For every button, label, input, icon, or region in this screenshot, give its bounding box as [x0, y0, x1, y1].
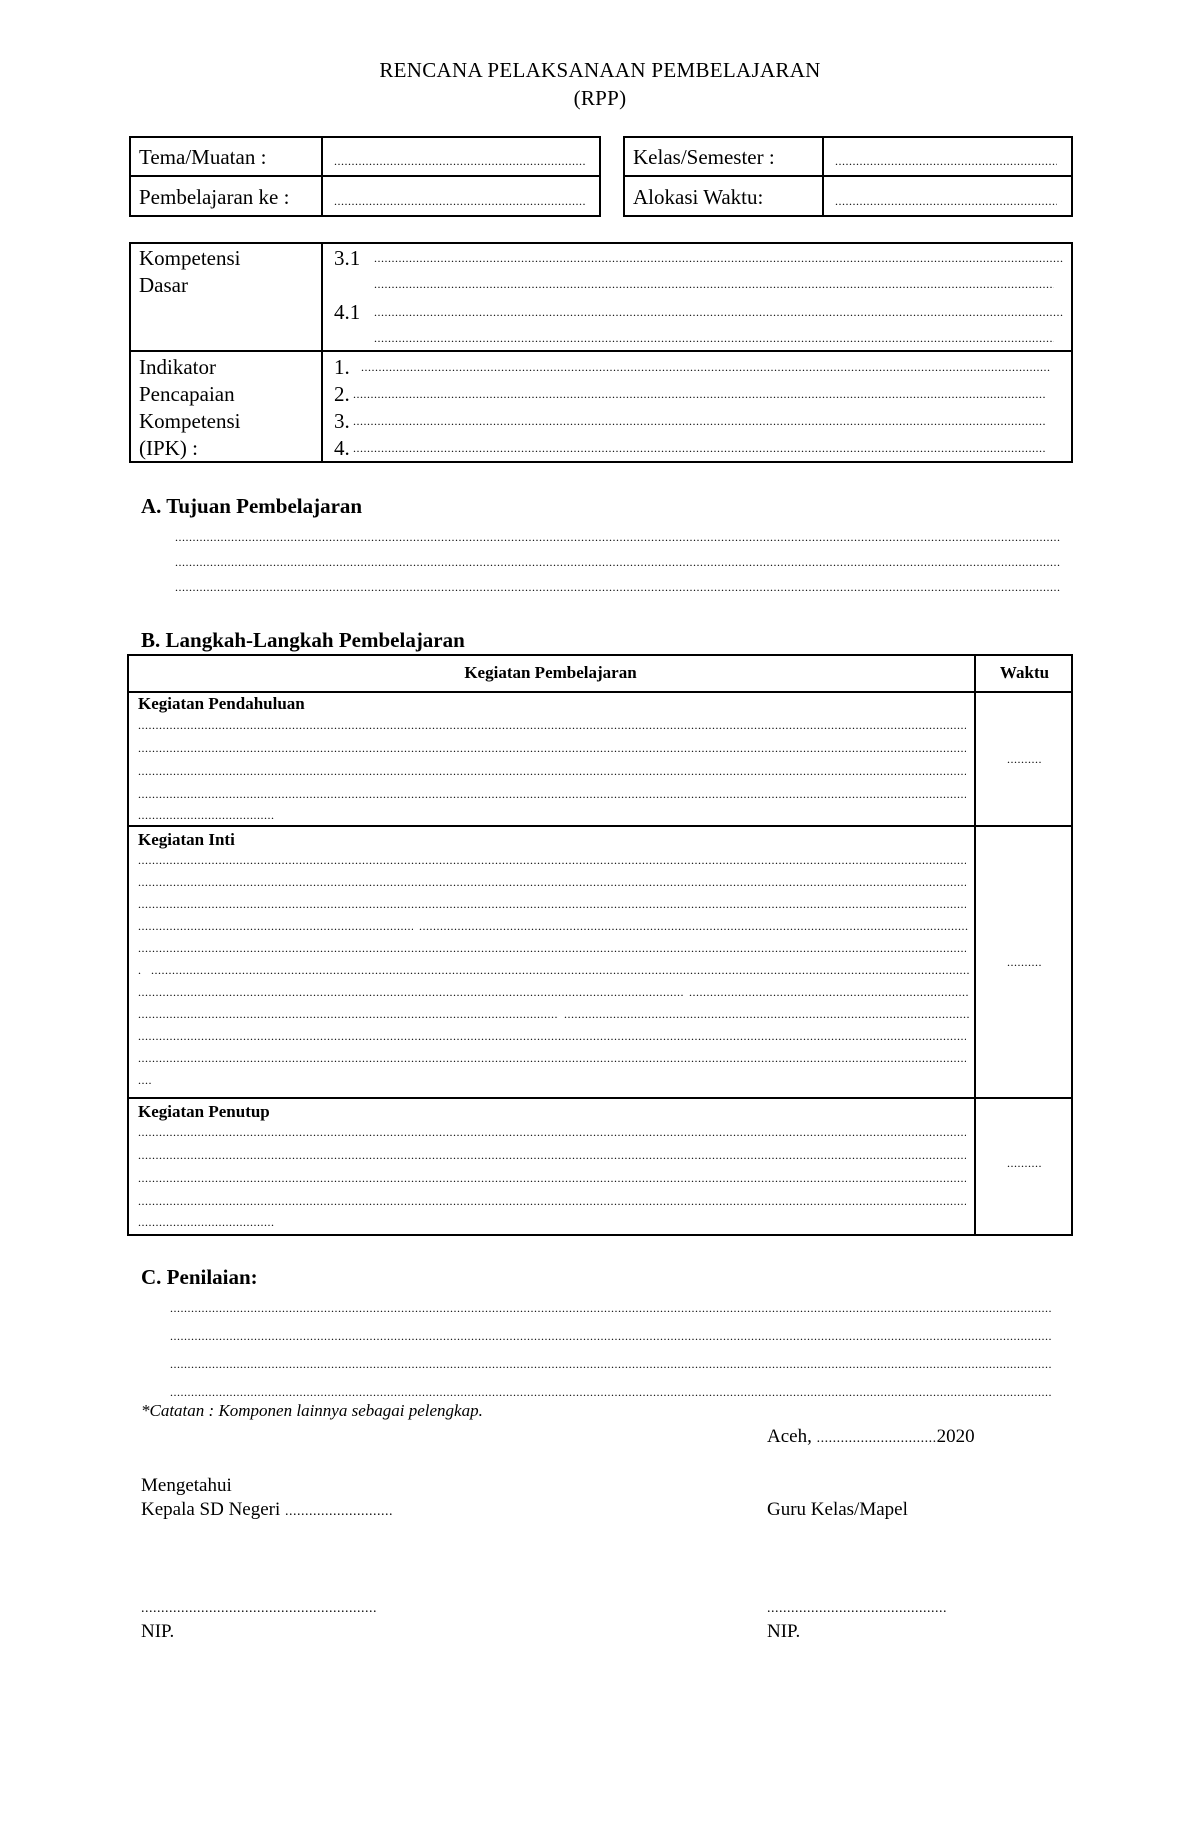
ipk-2-input[interactable] — [353, 383, 1045, 406]
inti-break-dot: . — [138, 963, 142, 977]
inti-line-b[interactable] — [419, 915, 969, 938]
penilaian-line-3[interactable] — [170, 1353, 1052, 1376]
section-a-title: A. Tujuan Pembelajaran — [141, 494, 363, 518]
kepala-signature-blank[interactable]: ........................................................... — [141, 1601, 377, 1616]
pendahuluan-line[interactable] — [138, 714, 966, 737]
penutup-line[interactable] — [138, 1167, 966, 1190]
place-date — [767, 1425, 975, 1450]
inti-line[interactable] — [138, 849, 966, 872]
footnote: *Catatan : Komponen lainnya sebagai pelengkap. — [141, 1401, 483, 1420]
mengetahui-label: Mengetahui — [141, 1475, 232, 1496]
place-date-prefix: Aceh, — [767, 1426, 817, 1447]
inti-line-a[interactable] — [138, 915, 413, 938]
ipk-item-1: 1. — [334, 355, 350, 379]
inti-line[interactable] — [138, 893, 966, 916]
inti-tail: .... — [138, 1073, 152, 1087]
ipk-3-input[interactable] — [353, 410, 1045, 433]
ipk-label-line1: Indikator — [139, 355, 216, 379]
penutup-line[interactable] — [138, 1190, 966, 1213]
ipk-label — [129, 354, 321, 462]
ipk-item-2: 2. — [334, 382, 350, 406]
tujuan-line-2[interactable] — [175, 551, 1060, 574]
guru-label: Guru Kelas/Mapel — [767, 1499, 908, 1520]
inti-line-b[interactable] — [689, 981, 969, 1004]
tema-label: Tema/Muatan : — [139, 145, 267, 169]
inti-line-a[interactable] — [138, 981, 683, 1004]
identity-table-left — [129, 136, 601, 217]
penilaian-line-1[interactable] — [170, 1297, 1052, 1320]
kepala-school-blank[interactable]: ........................... — [285, 1504, 394, 1519]
penilaian-line-2[interactable] — [170, 1325, 1052, 1348]
competency-table — [129, 242, 1073, 463]
inti-time[interactable]: .......... — [1007, 955, 1042, 969]
kepala-line — [141, 1498, 393, 1523]
guru-nip: NIP. — [767, 1621, 801, 1642]
ipk-label-line3: Kompetensi — [139, 409, 241, 433]
pendahuluan-line[interactable] — [138, 783, 966, 806]
pendahuluan-time[interactable]: .......... — [1007, 752, 1042, 766]
inti-line[interactable] — [138, 1025, 966, 1048]
tema-input[interactable] — [334, 150, 586, 173]
kd-item-1: 3.1 — [334, 246, 361, 270]
kelas-label: Kelas/Semester : — [633, 145, 775, 169]
place-date-blank[interactable]: .............................. — [816, 1431, 937, 1446]
kd-label — [129, 245, 321, 299]
penutup-line[interactable] — [138, 1121, 966, 1144]
kd-4-1-line1[interactable] — [374, 301, 1064, 324]
document-title: RENCANA PELAKSANAAN PEMBELAJARAN — [379, 58, 821, 82]
col-time-header: Waktu — [999, 663, 1050, 682]
penutup-line-short[interactable] — [138, 1211, 274, 1234]
kelas-input[interactable] — [835, 150, 1057, 173]
steps-table — [127, 654, 1073, 1236]
kepala-nip: NIP. — [141, 1621, 175, 1642]
ipk-label-line2: Pencapaian — [139, 382, 235, 406]
ipk-4-input[interactable] — [353, 437, 1045, 460]
ipk-item-3: 3. — [334, 409, 350, 433]
inti-line-a[interactable] — [138, 1003, 558, 1026]
section-c-title: C. Penilaian: — [141, 1265, 258, 1289]
pendahuluan-line[interactable] — [138, 760, 966, 783]
inti-line-b[interactable] — [564, 1003, 969, 1026]
ipk-item-4: 4. — [334, 436, 350, 460]
alokasi-input[interactable] — [835, 190, 1057, 213]
pembelajaran-label: Pembelajaran ke : — [139, 185, 290, 209]
pembelajaran-input[interactable] — [334, 190, 586, 213]
kd-label-line2: Dasar — [139, 273, 188, 297]
ipk-label-line4: (IPK) : — [139, 436, 198, 460]
kd-3-1-line2[interactable] — [374, 273, 1054, 296]
inti-line[interactable] — [138, 937, 966, 960]
penutup-time[interactable]: .......... — [1007, 1156, 1042, 1170]
pendahuluan-line[interactable] — [138, 737, 966, 760]
guru-signature-blank[interactable]: ............................................. — [767, 1601, 947, 1616]
kd-3-1-line1[interactable] — [374, 247, 1064, 270]
col-activity-header: Kegiatan Pembelajaran — [464, 663, 637, 682]
row-penutup-title: Kegiatan Penutup — [138, 1102, 270, 1121]
kepala-label: Kepala SD Negeri — [141, 1499, 281, 1520]
kd-item-2: 4.1 — [334, 300, 361, 324]
section-b-title: B. Langkah-Langkah Pembelajaran — [141, 628, 465, 652]
inti-line[interactable] — [138, 871, 966, 894]
kd-label-line1: Kompetensi — [139, 246, 241, 270]
inti-line[interactable] — [151, 959, 969, 982]
tujuan-line-1[interactable] — [175, 526, 1060, 549]
tujuan-line-3[interactable] — [175, 576, 1060, 599]
pendahuluan-line-short[interactable] — [138, 804, 274, 827]
penutup-line[interactable] — [138, 1144, 966, 1167]
ipk-1-input[interactable] — [361, 356, 1051, 379]
alokasi-label: Alokasi Waktu: — [633, 185, 764, 209]
row-inti-title: Kegiatan Inti — [138, 830, 235, 849]
row-pendahuluan-title: Kegiatan Pendahuluan — [138, 694, 305, 713]
inti-line[interactable] — [138, 1047, 966, 1070]
document-subtitle: (RPP) — [573, 86, 627, 110]
kd-4-1-line2[interactable] — [374, 327, 1054, 350]
place-date-year: 2020 — [936, 1426, 975, 1447]
identity-table-right — [623, 136, 1073, 217]
